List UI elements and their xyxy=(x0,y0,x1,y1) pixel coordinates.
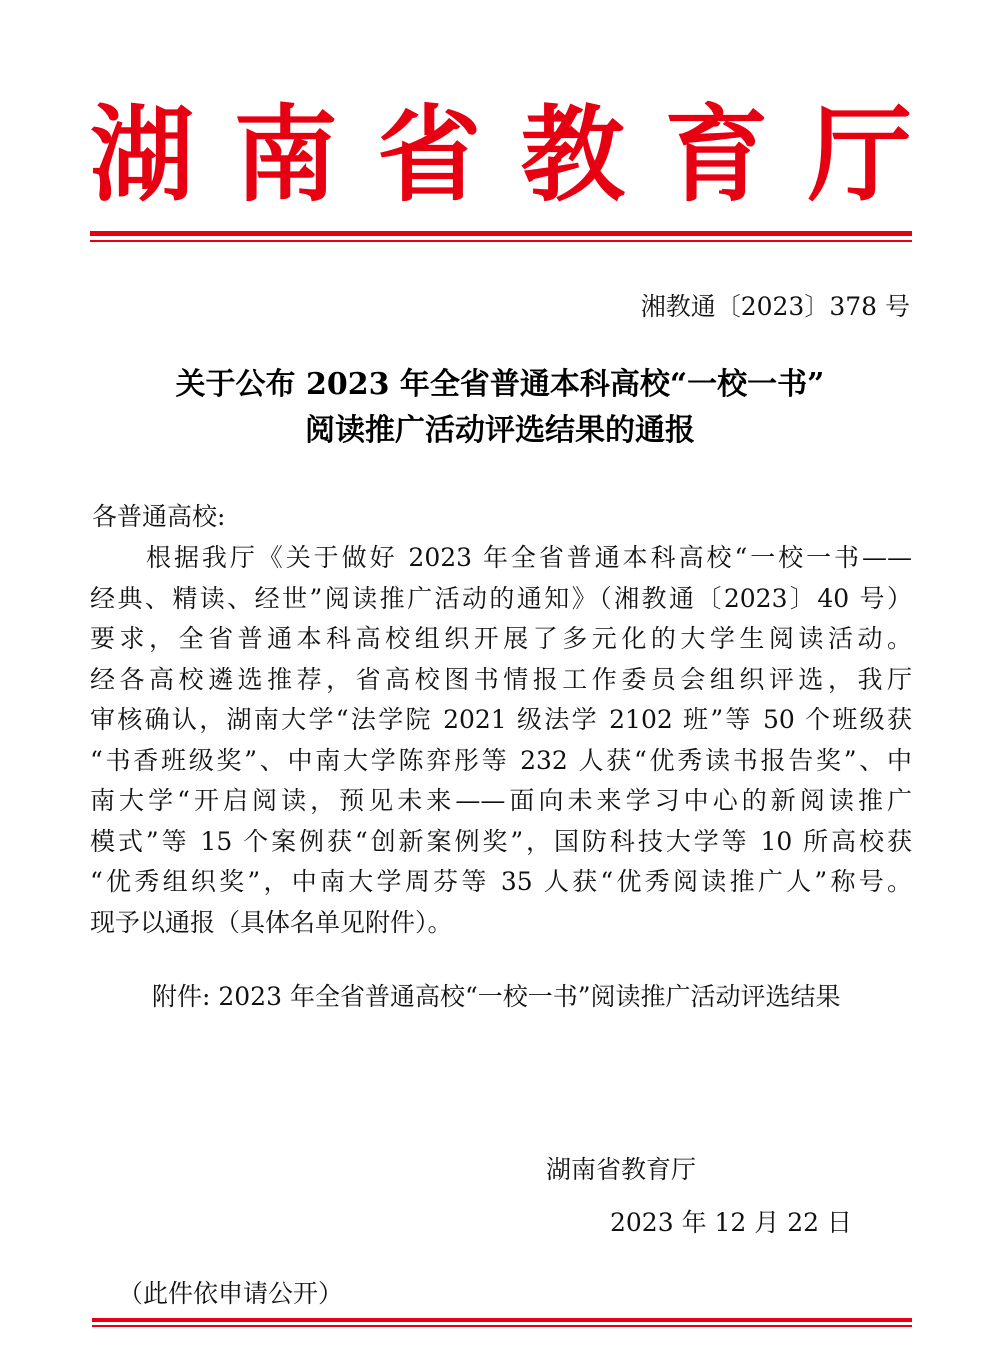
title-line-2: 阅读推广活动评选结果的通报 xyxy=(305,413,695,448)
masthead-divider-thin xyxy=(90,240,912,242)
issuing-authority: 湖南省教育厅 xyxy=(546,1155,697,1184)
body-line: 根据我厅《关于做好 2023 年全省普通本科高校“一校一书—— xyxy=(146,543,912,572)
salutation: 各普通高校: xyxy=(92,502,226,531)
footer-divider-thick xyxy=(92,1318,912,1322)
masthead-title xyxy=(90,92,912,217)
body-line: “书香班级奖”、中南大学陈弈彤等 232 人获“优秀读书报告奖”、中 xyxy=(90,745,912,775)
body-line: 南大学“开启阅读，预见未来——面向未来学习中心的新阅读推广 xyxy=(90,786,912,815)
masthead-char: 省 xyxy=(377,92,482,216)
body-line: 经典、精读、经世”阅读推广活动的通知》（湘教通〔2023〕40 号） xyxy=(90,583,912,613)
footer-divider-thin xyxy=(92,1325,912,1327)
masthead-divider-thick xyxy=(90,231,912,236)
body-line: 模式”等 15 个案例获“创新案例奖”，国防科技大学等 10 所高校获 xyxy=(90,826,912,856)
masthead-char: 教 xyxy=(520,92,625,216)
issue-date: 2023 年 12 月 22 日 xyxy=(610,1208,852,1237)
document-title xyxy=(85,362,915,454)
disclosure-note: （此件依申请公开） xyxy=(118,1279,344,1308)
body-line: 现予以通报（具体名单见附件）。 xyxy=(90,907,453,937)
attachment-note: 附件: 2023 年全省普通高校“一校一书”阅读推广活动评选结果 xyxy=(152,982,841,1011)
masthead-char: 南 xyxy=(233,92,338,216)
body-paragraph xyxy=(90,538,912,943)
title-line-1: 关于公布 2023 年全省普通本科高校“一校一书” xyxy=(175,367,825,402)
body-line: 审核确认，湖南大学“法学院 2021 级法学 2102 班”等 50 个班级获 xyxy=(90,705,912,734)
body-line: “优秀组织奖”，中南大学周芬等 35 人获“优秀阅读推广人”称号。 xyxy=(90,867,912,896)
body-line: 经各高校遴选推荐，省高校图书情报工作委员会组织评选，我厅 xyxy=(90,664,912,694)
body-line: 要求，全省普通本科高校组织开展了多元化的大学生阅读活动。 xyxy=(90,624,912,653)
document-number: 湘教通〔2023〕378 号 xyxy=(640,292,910,321)
masthead-char: 育 xyxy=(664,92,769,216)
masthead-char: 湖 xyxy=(90,92,195,216)
masthead-char: 厅 xyxy=(807,92,912,216)
